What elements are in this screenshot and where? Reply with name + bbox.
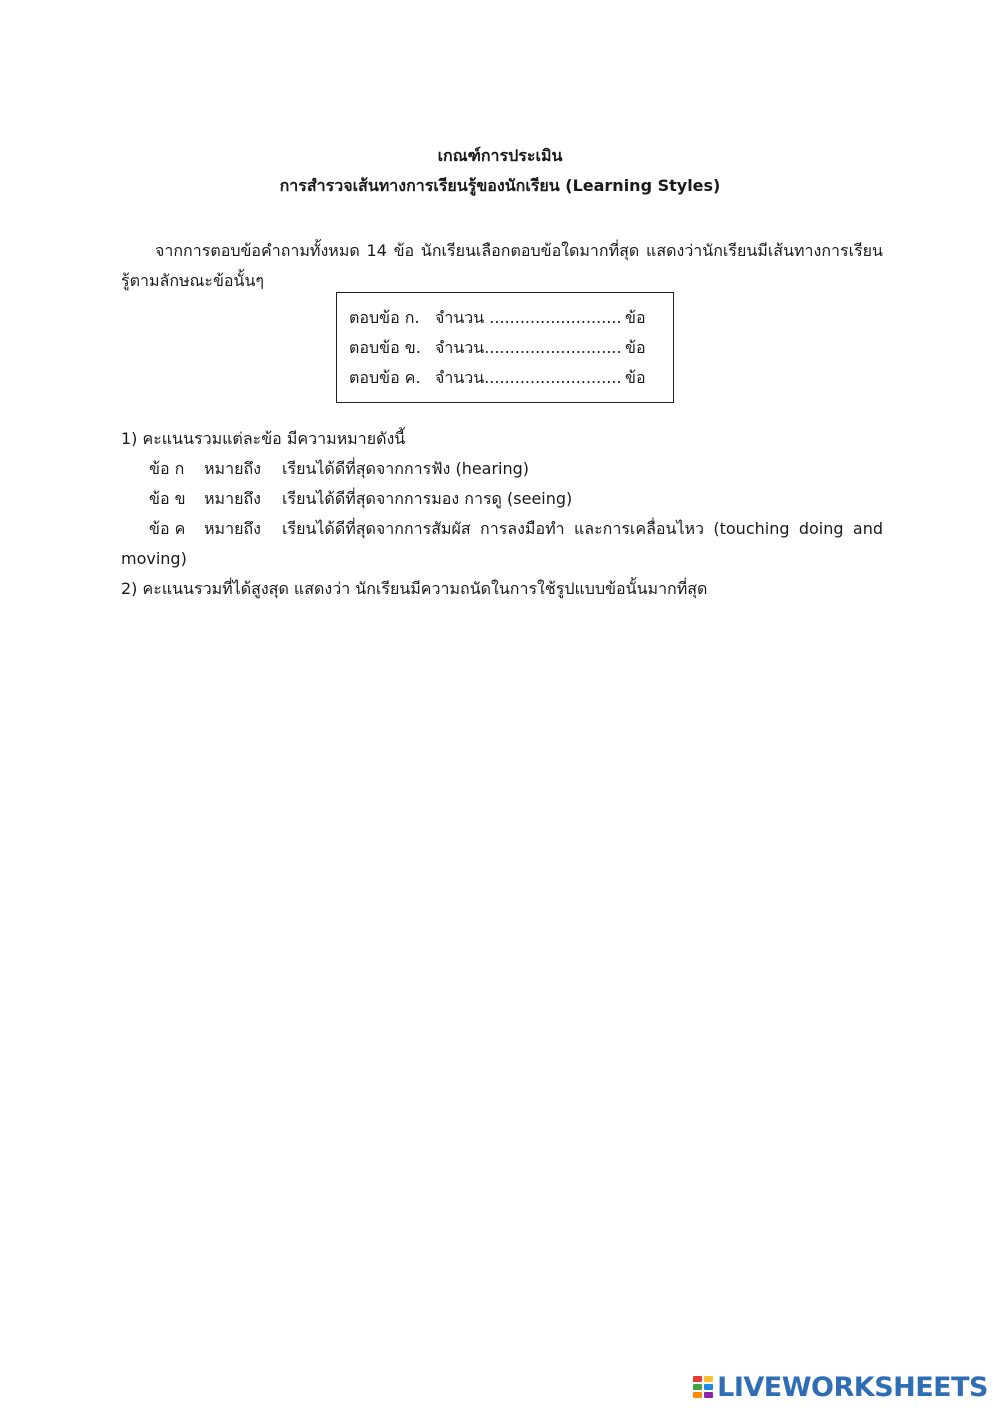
count-label-c: ตอบข้อ ค. [349,368,421,387]
option-text-b: เรียนได้ดีที่สุดจากการมอง การดู (seeing) [282,489,573,508]
option-text-c: เรียนได้ดีที่สุดจากการสัมผัส การลงมือทำ และการเคลื่อนไหว (touching doing and moving) [121,519,883,568]
option-key-c: ข้อ ค [149,519,186,538]
option-means-a: หมายถึง [204,459,261,478]
liveworksheets-brand: LIVEWORKSHEETS [717,1371,988,1403]
count-row-c [349,363,673,393]
liveworksheets-logo-icon [693,1376,713,1398]
option-means-b: หมายถึง [204,489,261,508]
count-label-b: ตอบข้อ ข. [349,338,421,357]
option-means-c: หมายถึง [204,519,261,538]
count-unit-a: ข้อ [625,308,646,327]
count-unit-b: ข้อ [625,338,646,357]
criteria-option-c [121,514,883,574]
count-label-a: ตอบข้อ ก. [349,308,420,327]
criteria-option-b [121,484,883,514]
count-row-b [349,333,673,363]
page-subtitle: การสำรวจเส้นทางการเรียนรู้ของนักเรียน (Learning Styles) [279,176,721,195]
option-key-b: ข้อ ข [149,489,186,508]
criteria-option-a [121,454,883,484]
count-unit-c: ข้อ [625,368,646,387]
criteria-section [121,424,883,604]
option-text-a: เรียนได้ดีที่สุดจากการฟัง (hearing) [282,459,530,478]
count-amount-c: จำนวน........................... [435,368,622,387]
criteria-item-1: 1) คะแนนรวมแต่ละข้อ มีความหมายดังนี้ [121,429,406,448]
intro-paragraph: จากการตอบข้อคำถามทั้งหมด 14 ข้อ นักเรียนเลือกตอบข้อใดมากที่สุด แสดงว่านักเรียนมีเส้นทางการเรียนรู้ตามลักษณะข้อนั้นๆ [121,241,883,290]
option-key-a: ข้อ ก [149,459,185,478]
count-row-a [349,303,673,333]
count-amount-b: จำนวน........................... [435,338,622,357]
answer-count-box [336,292,674,403]
count-amount-a: จำนวน .......................... [435,308,622,327]
criteria-item-2: 2) คะแนนรวมที่ได้สูงสุด แสดงว่า นักเรียนมีความถนัดในการใช้รูปแบบข้อนั้นมากที่สุด [121,579,708,598]
liveworksheets-logo [693,1372,988,1402]
page-title: เกณฑ์การประเมิน [437,146,563,165]
